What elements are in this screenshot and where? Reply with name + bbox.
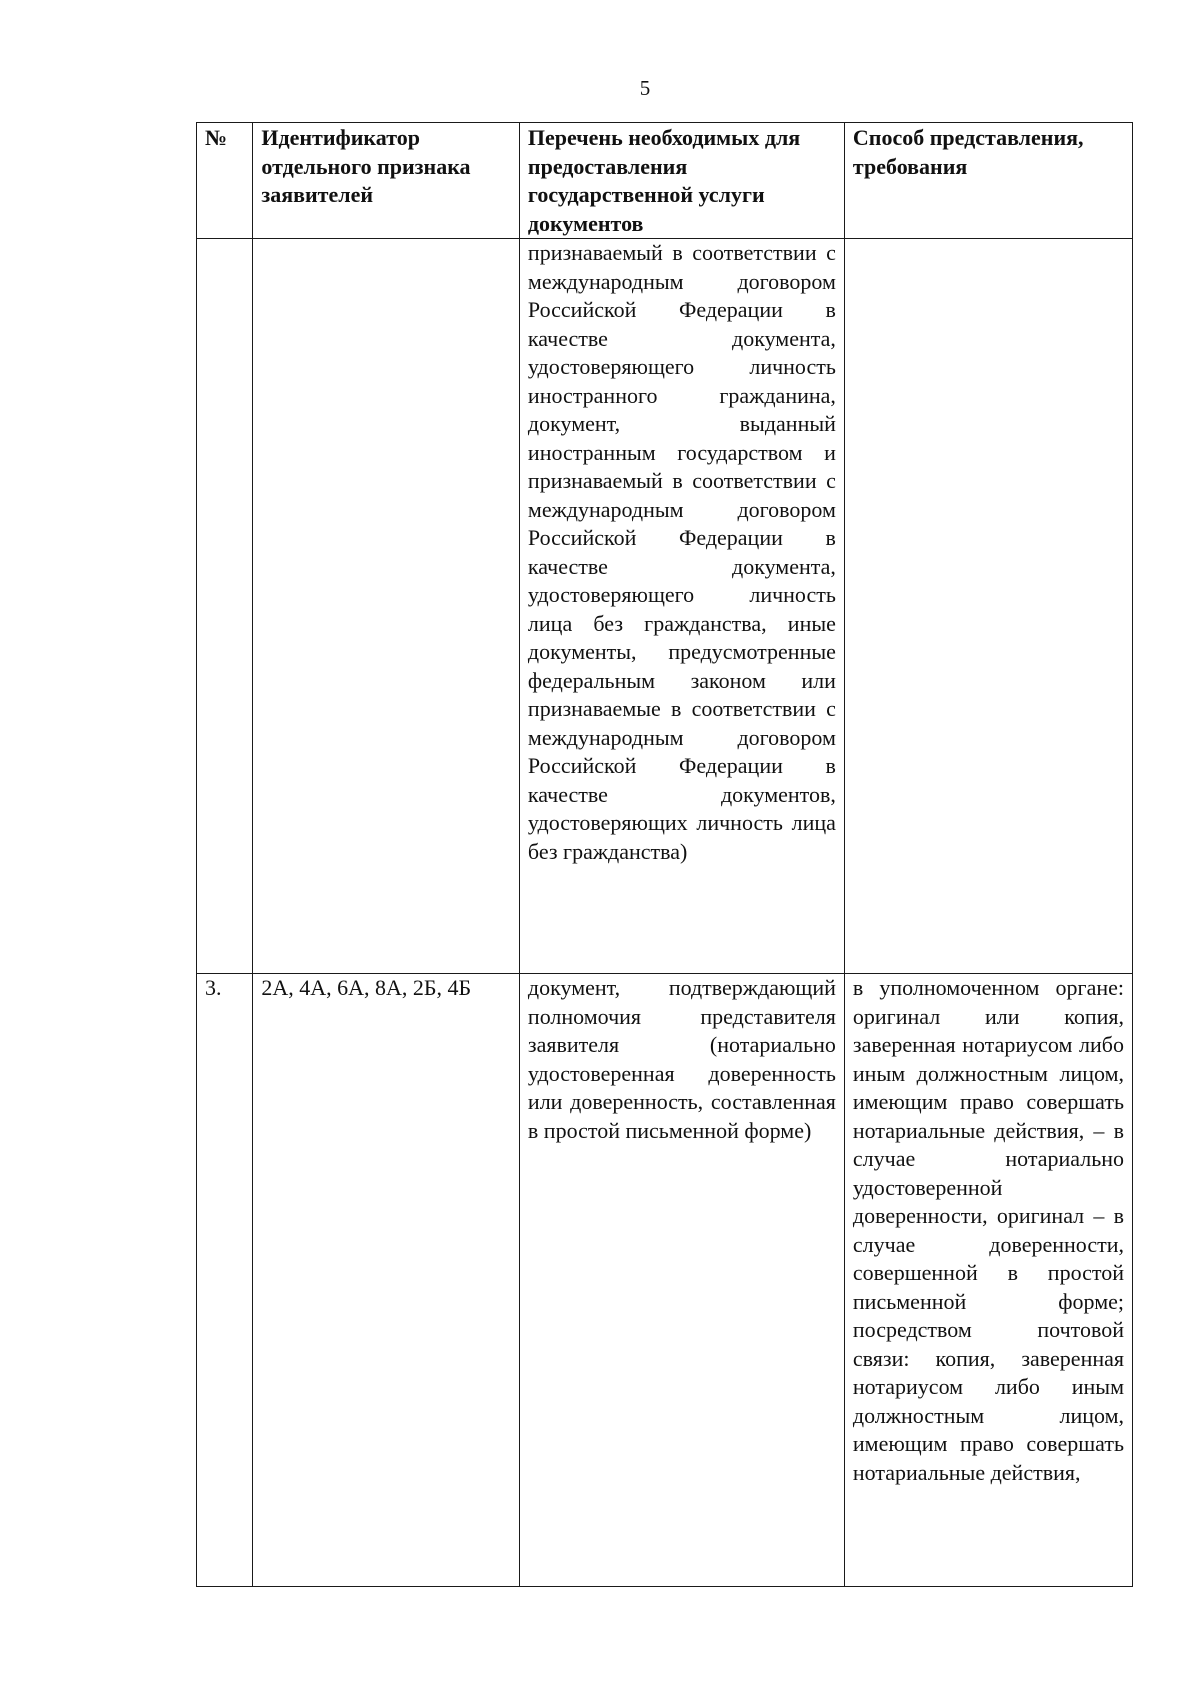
identifier-cell <box>253 239 520 974</box>
header-identifier: Идентификатор отдельного признака заявителей <box>253 123 520 239</box>
page-number: 5 <box>639 76 651 100</box>
documents-table <box>196 122 1133 1587</box>
method-cell <box>844 239 1132 974</box>
row-number-cell <box>197 239 253 974</box>
header-number: № <box>197 123 253 239</box>
header-documents: Перечень необходимых для предоставления государственной услуги документов <box>519 123 844 239</box>
documents-cell: документ, подтверждающий полномочия представителя заявителя (нотариально удостоверенная доверенность или доверенность, составленная в простой письменной форме) <box>519 974 844 1587</box>
identifier-cell: 2А, 4А, 6А, 8А, 2Б, 4Б <box>253 974 520 1587</box>
table-row <box>197 974 1133 1587</box>
table-header-row <box>197 123 1133 239</box>
documents-cell: признаваемый в соответствии с международным договором Российской Федерации в качестве документа, удостоверяющего личность иностранного гражданина, документ, выданный иностранным государством и признаваемый в соответствии с международным договором Российской Федерации в качестве документа, удостоверяющего личность лица без гражданства, иные документы, предусмотренные федеральным законом или признаваемые в соответствии с международным договором Российской Федерации в качестве документов, удостоверяющих личность лица без гражданства) <box>519 239 844 974</box>
row-number-cell: 3. <box>197 974 253 1587</box>
table-row <box>197 239 1133 974</box>
method-cell: в уполномоченном органе: оригинал или копия, заверенная нотариусом либо иным должностным лицом, имеющим право совершать нотариальные действия, – в случае нотариально удостоверенной доверенности, оригинал – в случае доверенности, совершенной в простой письменной форме; посредством почтовой связи: копия, заверенная нотариусом либо иным должностным лицом, имеющим право совершать нотариальные действия, <box>844 974 1132 1587</box>
header-method: Способ представления, требования <box>844 123 1132 239</box>
